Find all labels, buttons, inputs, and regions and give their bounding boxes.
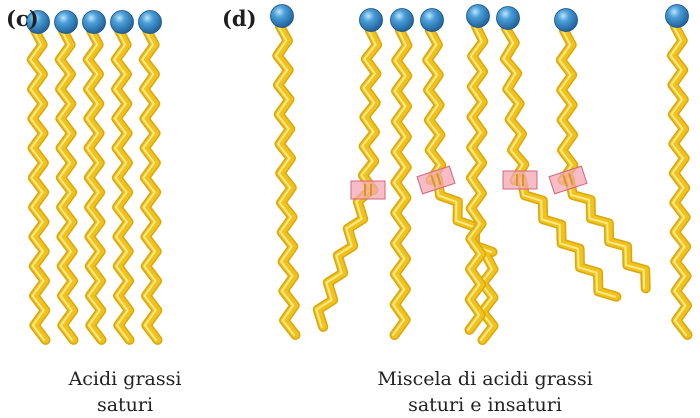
saturated-head-5 <box>139 11 162 34</box>
mixed-head-2 <box>360 9 383 32</box>
saturated-head-4 <box>111 11 134 34</box>
saturated-tail-4 <box>114 30 129 340</box>
caption-mixed-line-2: saturi e insaturi <box>408 394 562 416</box>
caption-mixed-line-1: Miscela di acidi grassi <box>377 368 593 390</box>
caption-saturated-line-2: saturi <box>96 394 154 416</box>
saturated-tail-1 <box>30 30 45 340</box>
mixed-head-5 <box>467 5 490 28</box>
saturated-head-2 <box>55 11 78 34</box>
saturated-tail-5 <box>142 30 157 340</box>
mixed-tail-5 <box>468 26 483 330</box>
saturated-tail-3 <box>86 30 101 340</box>
panel-label-c: (c) <box>6 6 39 31</box>
double-bond-7 <box>549 166 587 194</box>
double-bond-2 <box>351 181 385 199</box>
mixed-tail-6 <box>503 28 616 297</box>
mixed-tail-8 <box>671 26 688 335</box>
double-bond-4 <box>417 166 455 194</box>
mixed-tail-2 <box>316 30 377 327</box>
mixed-tail-3 <box>393 30 407 335</box>
mixed-head-3 <box>391 9 414 32</box>
mixed-head-1 <box>271 5 294 28</box>
caption-saturated <box>20 366 230 418</box>
mixed-head-8 <box>666 5 689 28</box>
mixed-head-7 <box>555 9 578 32</box>
caption-mixed <box>330 366 640 418</box>
caption-saturated-line-1: Acidi grassi <box>68 368 182 390</box>
polar-heads <box>27 5 689 34</box>
panel-label-d: (d) <box>222 6 257 31</box>
saturated-head-3 <box>83 11 106 34</box>
saturated-tail-2 <box>58 30 73 340</box>
mixed-head-4 <box>421 9 444 32</box>
mixed-tail-1 <box>276 26 296 335</box>
mixed-head-6 <box>497 7 520 30</box>
double-bond-6 <box>503 171 537 189</box>
